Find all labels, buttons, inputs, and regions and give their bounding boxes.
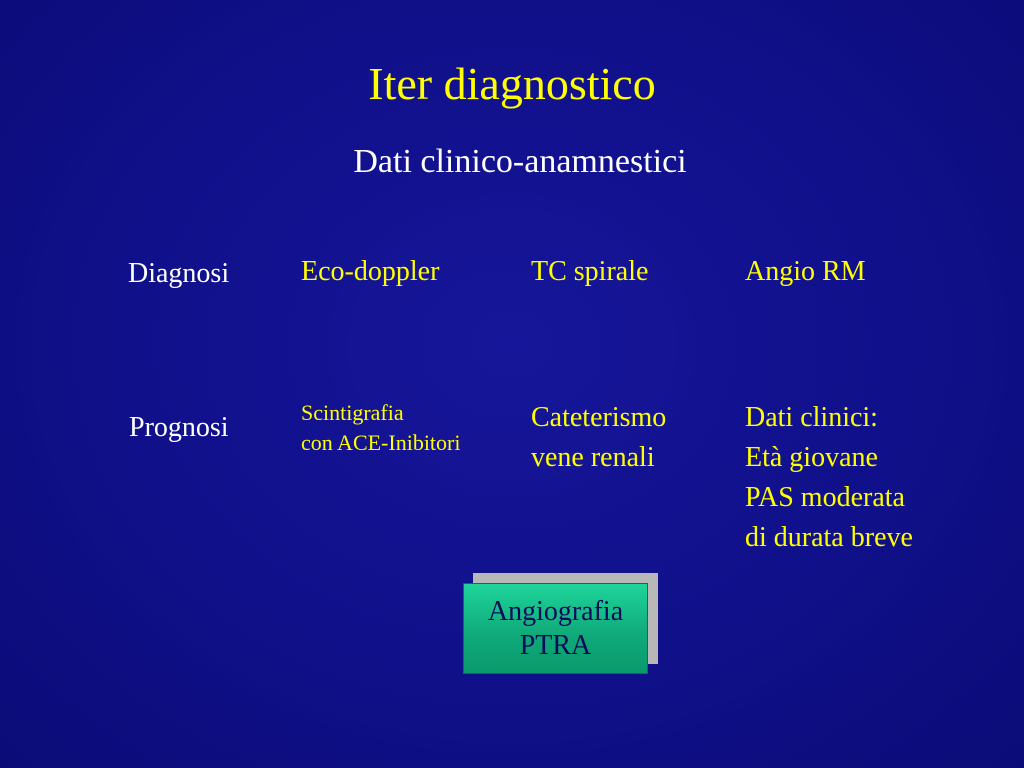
prognosi-dati-clinici-line2: Età giovane — [745, 442, 878, 473]
prognosi-dati-clinici — [745, 398, 913, 558]
prognosi-cateterismo-line1: Cateterismo — [531, 402, 667, 433]
slide-title: Iter diagnostico — [368, 58, 656, 109]
prognosi-cateterismo — [531, 398, 666, 478]
prognosi-dati-clinici-line4: di durata breve — [745, 522, 913, 553]
diagnosi-tc-spirale: TC spirale — [531, 256, 649, 287]
angiografia-ptra-box — [463, 583, 648, 674]
prognosi-dati-clinici-line1: Dati clinici: — [745, 402, 878, 433]
prognosi-scintigrafia-line2: con ACE-Inibitori — [301, 430, 461, 455]
row-label-diagnosi: Diagnosi — [128, 258, 230, 289]
box-line-angiografia: Angiografia — [487, 595, 624, 627]
prognosi-dati-clinici-line3: PAS moderata — [745, 482, 905, 513]
prognosi-cateterismo-line2: vene renali — [531, 442, 655, 473]
diagnosi-eco-doppler: Eco-doppler — [301, 256, 440, 287]
prognosi-scintigrafia — [301, 398, 460, 458]
box-line-ptra: PTRA — [519, 629, 592, 661]
slide-subtitle: Dati clinico-anamnestici — [353, 143, 687, 180]
diagnosi-angio-rm: Angio RM — [745, 256, 866, 287]
prognosi-scintigrafia-line1: Scintigrafia — [301, 400, 404, 425]
row-label-prognosi: Prognosi — [129, 412, 229, 443]
